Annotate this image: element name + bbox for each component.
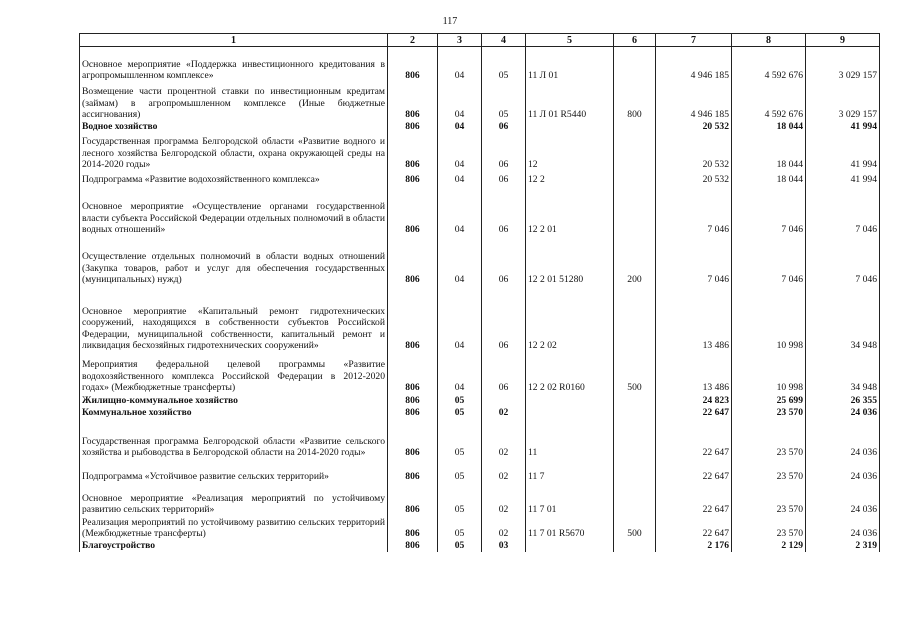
- amount-year3-cell: 3 029 157: [806, 47, 880, 82]
- subsection-cell: 02: [482, 516, 526, 540]
- subsection-cell: 06: [482, 133, 526, 171]
- amount-year2-cell: 23 570: [732, 459, 806, 483]
- amount-year1-cell: 20 532: [656, 133, 732, 171]
- amount-year2-cell: 2 129: [732, 540, 806, 552]
- table-row: [80, 516, 880, 540]
- target-article-cell: 11 7 01: [526, 483, 614, 516]
- code-806-cell: 806: [388, 47, 438, 82]
- target-article-cell: 12 2 01: [526, 186, 614, 236]
- amount-year1-cell: 4 946 185: [656, 82, 732, 121]
- subsection-cell: 02: [482, 407, 526, 419]
- expense-type-cell: [614, 286, 656, 352]
- section-cell: 04: [438, 47, 482, 82]
- row-name-cell: Коммунальное хозяйство: [80, 407, 388, 419]
- code-806-cell: 806: [388, 121, 438, 133]
- subsection-cell: 02: [482, 419, 526, 459]
- amount-year1-cell: 4 946 185: [656, 47, 732, 82]
- expense-type-cell: [614, 186, 656, 236]
- section-cell: 04: [438, 171, 482, 186]
- code-806-cell: 806: [388, 352, 438, 394]
- amount-year1-cell: 22 647: [656, 419, 732, 459]
- target-article-cell: [526, 394, 614, 407]
- section-cell: 05: [438, 459, 482, 483]
- table-row: [80, 483, 880, 516]
- target-article-cell: 11 7: [526, 459, 614, 483]
- expense-type-cell: [614, 121, 656, 133]
- code-806-cell: 806: [388, 286, 438, 352]
- amount-year3-cell: 24 036: [806, 419, 880, 459]
- subsection-cell: 02: [482, 483, 526, 516]
- expense-type-cell: 500: [614, 352, 656, 394]
- row-name-cell: Подпрограмма «Развитие водохозяйственного комплекса»: [80, 171, 388, 186]
- table-row: [80, 186, 880, 236]
- table-row: [80, 121, 880, 133]
- amount-year3-cell: 3 029 157: [806, 82, 880, 121]
- amount-year3-cell: 24 036: [806, 516, 880, 540]
- target-article-cell: 12 2 01 51280: [526, 236, 614, 286]
- expense-type-cell: 500: [614, 516, 656, 540]
- expense-type-cell: [614, 133, 656, 171]
- expense-type-cell: [614, 483, 656, 516]
- table-row: [80, 236, 880, 286]
- page-number: 117: [442, 16, 458, 27]
- column-header: 7: [656, 34, 732, 47]
- target-article-cell: [526, 121, 614, 133]
- amount-year3-cell: 2 319: [806, 540, 880, 552]
- amount-year3-cell: 34 948: [806, 352, 880, 394]
- subsection-cell: 06: [482, 171, 526, 186]
- table-row: [80, 286, 880, 352]
- amount-year1-cell: 22 647: [656, 407, 732, 419]
- amount-year2-cell: 4 592 676: [732, 82, 806, 121]
- amount-year2-cell: 23 570: [732, 419, 806, 459]
- target-article-cell: 12 2: [526, 171, 614, 186]
- column-header: 8: [732, 34, 806, 47]
- section-cell: 05: [438, 540, 482, 552]
- row-name-cell: Основное мероприятие «Осуществление органами государственной власти субъекта Российской Федерации отдельных полномочий в области водных отношений»: [80, 186, 388, 236]
- amount-year1-cell: 22 647: [656, 483, 732, 516]
- amount-year1-cell: 13 486: [656, 352, 732, 394]
- expense-type-cell: [614, 47, 656, 82]
- table-row: [80, 394, 880, 407]
- subsection-cell: 05: [482, 82, 526, 121]
- target-article-cell: [526, 540, 614, 552]
- row-name-cell: Реализация мероприятий по устойчивому развитию сельских территорий (Межбюджетные трансферты): [80, 516, 388, 540]
- column-header: 3: [438, 34, 482, 47]
- amount-year3-cell: 26 355: [806, 394, 880, 407]
- amount-year3-cell: 41 994: [806, 133, 880, 171]
- section-cell: 05: [438, 516, 482, 540]
- amount-year2-cell: 10 998: [732, 352, 806, 394]
- section-cell: 04: [438, 121, 482, 133]
- subsection-cell: 06: [482, 236, 526, 286]
- target-article-cell: 11 7 01 R5670: [526, 516, 614, 540]
- section-cell: 05: [438, 407, 482, 419]
- row-name-cell: Основное мероприятие «Поддержка инвестиционного кредитования в агропромышленном комплексе»: [80, 47, 388, 82]
- expense-type-cell: [614, 459, 656, 483]
- table-row: [80, 419, 880, 459]
- amount-year1-cell: 2 176: [656, 540, 732, 552]
- table-row: [80, 352, 880, 394]
- amount-year2-cell: 7 046: [732, 236, 806, 286]
- section-cell: 04: [438, 133, 482, 171]
- code-806-cell: 806: [388, 459, 438, 483]
- column-header: 9: [806, 34, 880, 47]
- expense-type-cell: [614, 171, 656, 186]
- amount-year1-cell: 7 046: [656, 236, 732, 286]
- table-row: [80, 171, 880, 186]
- subsection-cell: 03: [482, 540, 526, 552]
- amount-year3-cell: 24 036: [806, 407, 880, 419]
- code-806-cell: 806: [388, 516, 438, 540]
- expense-type-cell: 800: [614, 82, 656, 121]
- amount-year3-cell: 41 994: [806, 121, 880, 133]
- amount-year3-cell: 34 948: [806, 286, 880, 352]
- row-name-cell: Основное мероприятие «Капитальный ремонт гидротехнических сооружений, находящихся в собственности субъектов Российской Федерации, муниципальной собственности, капитальный ремонт и ликвидация бесхозяйных гидротехнических сооружений»: [80, 286, 388, 352]
- row-name-cell: Благоустройство: [80, 540, 388, 552]
- table-row: [80, 459, 880, 483]
- amount-year2-cell: 18 044: [732, 121, 806, 133]
- code-806-cell: 806: [388, 171, 438, 186]
- table-row: [80, 407, 880, 419]
- amount-year3-cell: 41 994: [806, 171, 880, 186]
- subsection-cell: [482, 394, 526, 407]
- section-cell: 05: [438, 483, 482, 516]
- row-name-cell: Основное мероприятие «Реализация мероприятий по устойчивому развитию сельских территорий»: [80, 483, 388, 516]
- target-article-cell: 11 Л 01 R5440: [526, 82, 614, 121]
- row-name-cell: Возмещение части процентной ставки по инвестиционным кредитам (займам) в агропромышленном комплексе (Иные бюджетные ассигнования): [80, 82, 388, 121]
- budget-table: [79, 33, 880, 552]
- expense-type-cell: [614, 394, 656, 407]
- row-name-cell: Государственная программа Белгородской области «Развитие сельского хозяйства и рыбоводства в Белгородской области на 2014-2020 годы»: [80, 419, 388, 459]
- target-article-cell: 11: [526, 419, 614, 459]
- section-cell: 05: [438, 394, 482, 407]
- code-806-cell: 806: [388, 394, 438, 407]
- amount-year1-cell: 13 486: [656, 286, 732, 352]
- column-header: 5: [526, 34, 614, 47]
- amount-year1-cell: 22 647: [656, 516, 732, 540]
- amount-year3-cell: 24 036: [806, 483, 880, 516]
- section-cell: 04: [438, 82, 482, 121]
- table-row: [80, 540, 880, 552]
- target-article-cell: 11 Л 01: [526, 47, 614, 82]
- amount-year1-cell: 20 532: [656, 121, 732, 133]
- table-row: [80, 47, 880, 82]
- amount-year2-cell: 25 699: [732, 394, 806, 407]
- row-name-cell: Государственная программа Белгородской области «Развитие водного и лесного хозяйства Белгородской области, охрана окружающей среды на 2014-2020 годы»: [80, 133, 388, 171]
- amount-year2-cell: 7 046: [732, 186, 806, 236]
- target-article-cell: 12 2 02: [526, 286, 614, 352]
- amount-year2-cell: 18 044: [732, 133, 806, 171]
- expense-type-cell: [614, 419, 656, 459]
- target-article-cell: 12 2 02 R0160: [526, 352, 614, 394]
- code-806-cell: 806: [388, 186, 438, 236]
- target-article-cell: [526, 407, 614, 419]
- expense-type-cell: [614, 540, 656, 552]
- row-name-cell: Подпрограмма «Устойчивое развитие сельских территорий»: [80, 459, 388, 483]
- code-806-cell: 806: [388, 540, 438, 552]
- amount-year2-cell: 23 570: [732, 483, 806, 516]
- row-name-cell: Мероприятия федеральной целевой программы «Развитие водохозяйственного комплекса Российской Федерации в 2012-2020 годах» (Межбюджетные трансферты): [80, 352, 388, 394]
- amount-year3-cell: 7 046: [806, 186, 880, 236]
- section-cell: 04: [438, 236, 482, 286]
- table-row: [80, 82, 880, 121]
- code-806-cell: 806: [388, 407, 438, 419]
- section-cell: 04: [438, 286, 482, 352]
- row-name-cell: Осуществление отдельных полномочий в области водных отношений (Закупка товаров, работ и услуг для обеспечения государственных (муниципальных) нужд): [80, 236, 388, 286]
- expense-type-cell: [614, 407, 656, 419]
- target-article-cell: 12: [526, 133, 614, 171]
- subsection-cell: 06: [482, 352, 526, 394]
- section-cell: 05: [438, 419, 482, 459]
- subsection-cell: 02: [482, 459, 526, 483]
- amount-year1-cell: 24 823: [656, 394, 732, 407]
- subsection-cell: 06: [482, 121, 526, 133]
- column-header: 2: [388, 34, 438, 47]
- row-name-cell: Жилищно-коммунальное хозяйство: [80, 394, 388, 407]
- subsection-cell: 05: [482, 47, 526, 82]
- amount-year1-cell: 20 532: [656, 171, 732, 186]
- column-header: 1: [80, 34, 388, 47]
- section-cell: 04: [438, 352, 482, 394]
- subsection-cell: 06: [482, 286, 526, 352]
- amount-year2-cell: 23 570: [732, 407, 806, 419]
- amount-year2-cell: 4 592 676: [732, 47, 806, 82]
- code-806-cell: 806: [388, 419, 438, 459]
- amount-year3-cell: 7 046: [806, 236, 880, 286]
- amount-year1-cell: 22 647: [656, 459, 732, 483]
- amount-year3-cell: 24 036: [806, 459, 880, 483]
- code-806-cell: 806: [388, 483, 438, 516]
- column-header: 6: [614, 34, 656, 47]
- amount-year1-cell: 7 046: [656, 186, 732, 236]
- row-name-cell: Водное хозяйство: [80, 121, 388, 133]
- expense-type-cell: 200: [614, 236, 656, 286]
- amount-year2-cell: 18 044: [732, 171, 806, 186]
- amount-year2-cell: 10 998: [732, 286, 806, 352]
- code-806-cell: 806: [388, 236, 438, 286]
- column-header: 4: [482, 34, 526, 47]
- code-806-cell: 806: [388, 82, 438, 121]
- section-cell: 04: [438, 186, 482, 236]
- header-row: [80, 34, 880, 47]
- subsection-cell: 06: [482, 186, 526, 236]
- table-row: [80, 133, 880, 171]
- code-806-cell: 806: [388, 133, 438, 171]
- amount-year2-cell: 23 570: [732, 516, 806, 540]
